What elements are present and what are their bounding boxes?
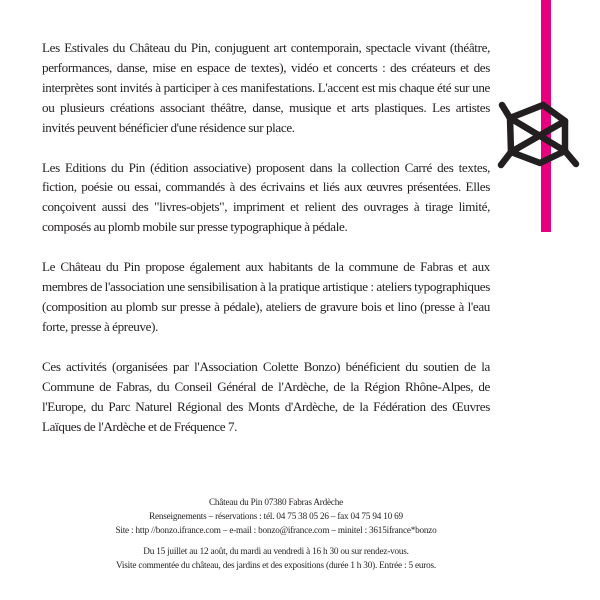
paragraph-soutien: Ces activités (organisées par l'Association Colette Bonzo) bénéficient du soutien de la Commune de Fabras, du Conseil Général de l'Ardèche, de la Région Rhône-Alpes, de l'Europe, du Parc Naturel Régional des Monts d'Ardèche, de la Fédération des Œuvres Laïques de l'Ardèche et de Fréquence 7. [42,358,490,434]
footer-visit: Visite commentée du château, des jardins et des expositions (durée 1 h 30). Entrée : 5 euros. [116,560,436,570]
footer-schedule: Du 15 juillet au 12 août, du mardi au vendredi à 16 h 30 ou sur rendez-vous. [143,546,409,556]
footer-contact: Renseignements – réservations : tél. 04 75 38 05 26 – fax 04 75 94 10 69 [149,511,403,521]
paragraph-ateliers: Le Château du Pin propose également aux habitants de la commune de Fabras et aux membres de l'association une sensibilisation à la pratique artistique : ateliers typographiques (composition au plomb sur presse à pédale), ateliers de gravure bois et lino (presse à l'eau forte, presse à épreuve). [42,259,490,334]
paragraph-estivales: Les Estivales du Château du Pin, conjuguent art contemporain, spectacle vivant (théâtre, performances, danse, mise en espace de textes), vidéo et concerts : des créateurs et des interprètes sont invités à participer à ces manifestations. L'accent est mis chaque été sur une ou plusieurs créations associant théâtre, danse, musique et arts plastiques. Les artistes invités peuvent bénéficier d'une résidence sur place. [42,40,490,135]
chateau-du-pin-logo-icon [496,92,580,176]
footer-address: Château du Pin 07380 Fabras Ardèche [208,497,344,507]
footer-info [42,495,510,572]
footer-web: Site : http //bonzo.ifrance.com – e-mail : bonzo@ifrance.com – minitel : 3615ifrance*bonzo [115,525,437,535]
paragraph-editions: Les Editions du Pin (édition associative) proposent dans la collection Carré des textes, fiction, poésie ou essai, commandés à des écrivains et liés aux œuvres présentées. Elles conçoivent aussi des "livres-objets", impriment et relient des ouvrages à tirage limité, composés au plomb mobile sur presse typographique à pédale. [42,159,490,235]
main-text [42,38,490,456]
